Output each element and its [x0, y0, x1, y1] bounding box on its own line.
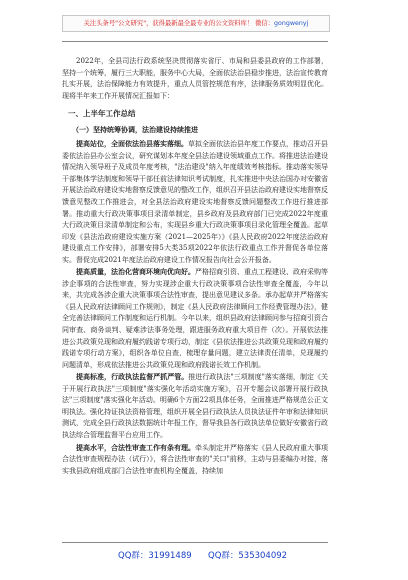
body-paragraph-2 — [62, 266, 328, 371]
paragraph-text: 草拟全面依法治县年度工作要点，推动召开县委依法治县办公室会议，研究谋划本年度全县法治建设领域重点工作。将推进法治建设情况纳入领导班子及成员年度考核，"法治建设"纳入年度绩效考核指标。推动落实领导干部集体学法制度和领导干部任前法律知识考试制度，扎实推进中央法治国办对安徽省开展法治政府建设实地督察反馈意见的整改工作，组织召开县法治政府建设实地督察反馈意见整改工作推进会，对全县法治政府建设实地督察反馈问题整改工作进行推进部署。推动重大行政决策事项目录清单制定，县乡政府及县政府部门已完成2022年度重大行政决策目录清单制定和公布，实现县乡重大行政决策事项目录化管理全覆盖。起草印发《县法治政府建设实施方案（2021—2025年）》《县人民政府2022年度法治政府建设重点工作安排》，部署安排5大类35项2022年依法行政重点工作并督促各单位落实。督促完成2021年度法治政府建设工作情况报告向社会公开报备。 — [62, 140, 328, 264]
paragraph-lead: 提高标准，行政执法监督严抓严管。 — [76, 372, 189, 382]
paragraph-text: 严格招商引资、重点工程建设、政府采购等涉企事项的合法性审查，努力实现涉企重大行政决策事项合法性审查全覆盖，今年以来，共完成各涉企重大决策事项合法性审查，提出意见建议多条。承办起草并严格落实《县人民政府法律顾问工作规则》，制定《县人民政府法律顾问工作经费管理办法》，健全完善法律顾问工作制度和运行机制。今年以来，组织县政府法律顾问参与招商引资合同审查、商务谈判、疑难涉法事务处理，跟进服务政府重大项目件（次）。开展依法推进公共政策兑现和政府履约践诺专项行动，制定《县依法推进公共政策兑现和政府履约践诺专项行动方案》，组织各单位自查，梳理存量问题，建立法律责任清单，兑现履约问题清单，形成依法推进公共政策兑现和政府践诺长效工作机制。 — [62, 268, 328, 369]
paragraph-text: 牵头制定并严格落实《县人民政府重大事项合法性审查规程办法（试行）》，将合法性审查的"关口"前移，主动与县委编办对接，落实我县政府组成部门合法性审查机构全覆盖，持续加 — [62, 443, 328, 475]
intro-paragraph: 2022年，全县司法行政系统坚决贯彻落实省厅、市局和县委县政府的工作部署，坚持一个统筹，履行三大职能，服务中心大局，全面依法治县稳步推进，法治宣传教育扎实开展，法治保障能力有效提升，重点人员管控规范有序，法律服务质效明显优化。现将半年来工作开展情况汇报如下： — [62, 57, 328, 100]
page-footer — [62, 548, 328, 564]
promo-banner[interactable] — [62, 15, 330, 32]
subsection-heading: （一）坚持统筹协调，法治建设持续推进 — [72, 124, 198, 134]
header-rule — [62, 41, 328, 42]
qq-group-2[interactable]: QQ群：535304092 — [208, 551, 288, 561]
qq-group-1[interactable]: QQ群：31991489 — [118, 551, 192, 561]
body-paragraph-1 — [62, 138, 328, 266]
paragraph-lead: 提高水平，合法性审查工作有条有理。 — [76, 442, 195, 452]
section-heading: 一、上半年工作总结 — [68, 109, 136, 119]
banner-text: 关注头条号"公文研究"，获得最新最全最专业的公文资料库！ 微信： — [83, 20, 275, 27]
paragraph-lead: 提高站位，全面依法治县落实落细。 — [76, 139, 188, 149]
paragraph-lead: 提高质量，法治化营商环境向优向好。 — [76, 267, 195, 277]
document-body — [62, 56, 328, 536]
body-paragraph-4 — [62, 442, 328, 478]
body-paragraph-3 — [62, 371, 328, 441]
footer-rule — [62, 542, 328, 543]
banner-wechat-id[interactable]: gongwenyj — [274, 20, 309, 27]
paragraph-text: 推进行政执法"三项制度"落实落细，制定《关于开展行政执法"三项制度"落实强化年活动实施方案》，召开专题会议部署开展行政执法"三项制度"落实强化年活动。明确6个方面22项具体任务，全面推进严格规范公正文明执法。强化持证执法资格管理，组织开展全县行政执法人员执法证件年审和法律知识测试，完成全县行政执法数据统计年报工作，督导我县各行政执法单位做好安徽省行政执法综合管理监督平台应用工作。 — [62, 373, 328, 439]
